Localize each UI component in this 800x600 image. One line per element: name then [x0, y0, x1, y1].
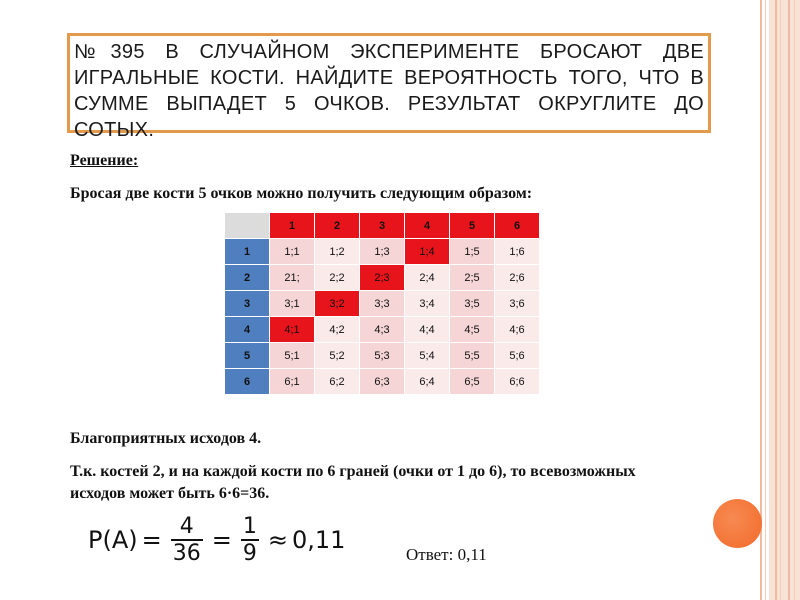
outcome-cell: 2;4 — [405, 265, 450, 291]
task-text: №395 В СЛУЧАЙНОМ ЭКСПЕРИМЕНТЕ БРОСАЮТ ДВЕ ИГРАЛЬНЫЕ КОСТИ. НАЙДИТЕ ВЕРОЯТНОСТЬ ТОГО, ЧТО В СУММЕ ВЫПАДЕТ 5 ОЧКОВ. РЕЗУЛЬТАТ ОКРУГЛИТЕ ДО СОТЫХ. — [74, 41, 704, 141]
decor-stripe — [760, 0, 762, 600]
column-header: 4 — [405, 213, 450, 239]
outcome-cell: 2;2 — [315, 265, 360, 291]
outcome-cell: 5;5 — [450, 343, 495, 369]
outcome-cell: 1;3 — [360, 239, 405, 265]
decor-stripe — [780, 0, 781, 600]
outcome-cell: 5;3 — [360, 343, 405, 369]
fraction-4-36 — [171, 514, 203, 566]
outcome-cell: 6;1 — [270, 369, 315, 395]
answer-text: Ответ: 0,11 — [406, 545, 487, 564]
outcome-cell: 6;2 — [315, 369, 360, 395]
column-header: 1 — [270, 213, 315, 239]
equals-sign: = — [211, 526, 232, 554]
outcome-cell: 5;4 — [405, 343, 450, 369]
probability-formula — [88, 505, 345, 575]
row-header: 5 — [225, 343, 270, 369]
outcome-cell: 2;6 — [495, 265, 540, 291]
decor-circle — [713, 499, 762, 548]
outcome-cell: 4;2 — [315, 317, 360, 343]
dice-outcomes-table — [224, 212, 540, 395]
outcome-cell: 6;6 — [495, 369, 540, 395]
formula-result: 0,11 — [291, 526, 346, 554]
outcome-cell: 21; — [270, 265, 315, 291]
table-row — [225, 343, 540, 369]
formula-lhs: P(A) — [88, 526, 138, 554]
column-header: 5 — [450, 213, 495, 239]
fraction-denominator: 9 — [242, 541, 257, 566]
equals-sign: = — [141, 526, 162, 554]
outcome-cell: 6;3 — [360, 369, 405, 395]
outcome-cell: 1;1 — [270, 239, 315, 265]
favorable-outcome-cell: 3;2 — [315, 291, 360, 317]
approx-sign: ≈ — [267, 526, 288, 554]
fraction-denominator: 36 — [172, 541, 201, 566]
outcome-cell: 3;3 — [360, 291, 405, 317]
outcome-cell: 5;1 — [270, 343, 315, 369]
table-row — [225, 317, 540, 343]
outcome-cell: 5;2 — [315, 343, 360, 369]
outcome-cell: 6;5 — [450, 369, 495, 395]
fraction-1-9 — [241, 514, 259, 566]
decor-stripe — [769, 0, 800, 600]
decor-stripe — [765, 0, 766, 600]
outcome-cell: 5;6 — [495, 343, 540, 369]
fraction-numerator: 4 — [179, 514, 194, 539]
row-header: 2 — [225, 265, 270, 291]
outcome-cell: 6;4 — [405, 369, 450, 395]
outcome-cell: 3;1 — [270, 291, 315, 317]
outcome-cell: 2;5 — [450, 265, 495, 291]
outcome-cell: 3;4 — [405, 291, 450, 317]
row-header: 1 — [225, 239, 270, 265]
table-row — [225, 265, 540, 291]
column-header: 2 — [315, 213, 360, 239]
row-header: 3 — [225, 291, 270, 317]
table-row — [225, 239, 540, 265]
decor-stripe — [775, 0, 777, 600]
favorable-outcome-cell: 4;1 — [270, 317, 315, 343]
outcome-cell: 3;6 — [495, 291, 540, 317]
outcome-cell: 4;3 — [360, 317, 405, 343]
outcome-cell: 3;5 — [450, 291, 495, 317]
favorable-outcome-cell: 2;3 — [360, 265, 405, 291]
total-outcomes: Т.к. костей 2, и на каждой кости по 6 граней (очки от 1 до 6), то всевозможных исходов может быть 6·6=36. — [70, 463, 636, 502]
favorable-outcomes: Благоприятных исходов 4. — [70, 430, 262, 447]
decor-stripe — [788, 0, 790, 600]
outcome-cell: 4;5 — [450, 317, 495, 343]
intro-line: Бросая две кости 5 очков можно получить следующим образом: — [70, 185, 533, 202]
outcome-cell: 4;4 — [405, 317, 450, 343]
column-header: 6 — [495, 213, 540, 239]
solution-heading: Решение: — [70, 152, 139, 169]
table-row — [225, 291, 540, 317]
table-header-row — [225, 213, 540, 239]
table-corner-cell — [225, 213, 270, 239]
outcome-cell: 4;6 — [495, 317, 540, 343]
row-header: 6 — [225, 369, 270, 395]
row-header: 4 — [225, 317, 270, 343]
column-header: 3 — [360, 213, 405, 239]
outcome-cell: 1;2 — [315, 239, 360, 265]
outcome-cell: 1;6 — [495, 239, 540, 265]
favorable-outcome-cell: 1;4 — [405, 239, 450, 265]
outcome-cell: 1;5 — [450, 239, 495, 265]
fraction-numerator: 1 — [242, 514, 257, 539]
decor-stripe — [794, 0, 795, 600]
task-box — [67, 33, 711, 141]
table-row — [225, 369, 540, 395]
